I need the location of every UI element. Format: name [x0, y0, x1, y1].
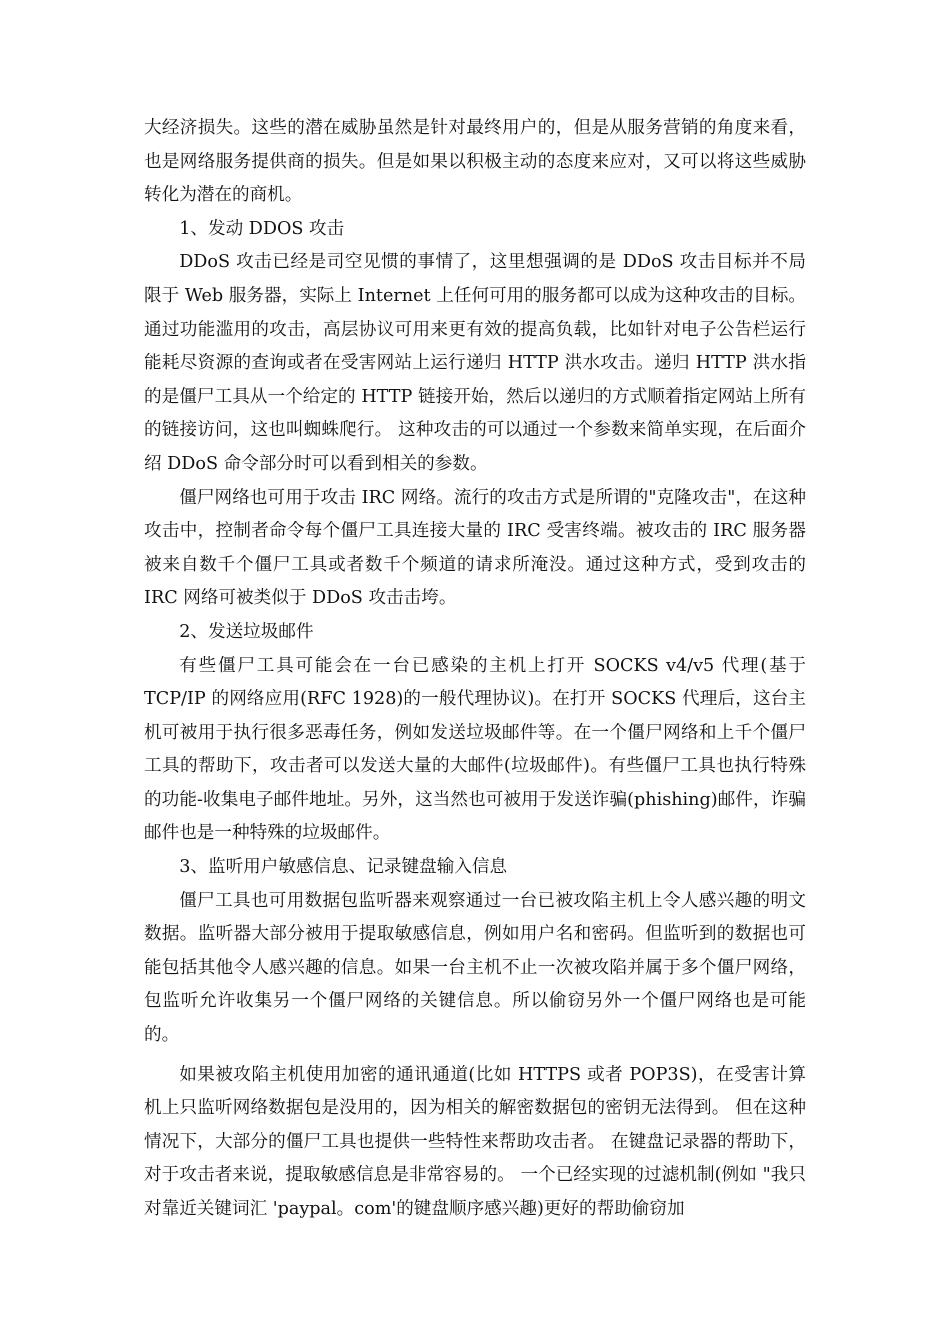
section-heading-ddos: 1、发动 DDOS 攻击	[179, 218, 345, 239]
document-body	[144, 112, 806, 1227]
paragraph-irc: 僵尸网络也可用于攻击 IRC 网络。流行的攻击方式是所谓的"克隆攻击"，在这种攻击中，控制者命令每个僵尸工具连接大量的 IRC 受害终端。被攻击的 IRC 服务器被来自数千个僵尸工具或者数千个频道的请求所淹没。通过这种方式，受到攻击的 IRC 网络可被类似于 DDoS 攻击击垮。	[144, 487, 806, 609]
section-heading-sniffing: 3、监听用户敏感信息、记录键盘输入信息	[179, 857, 508, 878]
paragraph-keylogging: 如果被攻陷主机使用加密的通讯通道(比如 HTTPS 或者 POP3S)，在受害计算机上只监听网络数据包是没用的，因为相关的解密数据包的密钥无法得到。 但在这种情况下，大部分的僵尸工具也提供一些特性来帮助攻击者。 在键盘记录器的帮助下，对于攻击者来说，提取敏感信息是非常容易的。 一个已经实现的过滤机制(例如 "我只对靠近关键词汇 'paypal。com'的键盘顺序感兴趣)更好的帮助偷窃加	[144, 1064, 806, 1219]
paragraph-continuation: 大经济损失。这些的潜在威胁虽然是针对最终用户的，但是从服务营销的角度来看，也是网络服务提供商的损失。但是如果以积极主动的态度来应对，又可以将这些威胁转化为潜在的商机。	[144, 118, 806, 206]
section-heading-spam: 2、发送垃圾邮件	[179, 621, 314, 642]
paragraph-ddos: DDoS 攻击已经是司空见惯的事情了，这里想强调的是 DDoS 攻击目标并不局限于 Web 服务器，实际上 Internet 上任何可用的服务都可以成为这种攻击的目标。通过功能滥用的攻击，高层协议可用来更有效的提高负载，比如针对电子公告栏运行能耗尽资源的查询或者在受害网站上运行递归 HTTP 洪水攻击。递归 HTTP 洪水指的是僵尸工具从一个给定的 HTTP 链接开始，然后以递归的方式顺着指定网站上所有的链接访问，这也叫蜘蛛爬行。 这种攻击的可以通过一个参数来简单实现，在后面介绍 DDoS 命令部分时可以看到相关的参数。	[144, 252, 806, 474]
paragraph-sniffing: 僵尸工具也可用数据包监听器来观察通过一台已被攻陷主机上令人感兴趣的明文数据。监听器大部分被用于提取敏感信息，例如用户名和密码。但监听到的数据也可能包括其他令人感兴趣的信息。如果一台主机不止一次被攻陷并属于多个僵尸网络，包监听允许收集另一个僵尸网络的关键信息。所以偷窃另外一个僵尸网络也是可能的。	[144, 890, 806, 1046]
paragraph-spam: 有些僵尸工具可能会在一台已感染的主机上打开 SOCKS v4/v5 代理(基于 TCP/IP 的网络应用(RFC 1928)的一般代理协议)。在打开 SOCKS 代理后，这台主机可被用于执行很多恶毒任务，例如发送垃圾邮件等。在一个僵尸网络和上千个僵尸工具的帮助下，攻击者可以发送大量的大邮件(垃圾邮件)。有些僵尸工具也执行特殊的功能-收集电子邮件地址。另外，这当然也可被用于发送诈骗(phishing)邮件，诈骗邮件也是一种特殊的垃圾邮件。	[144, 655, 806, 844]
